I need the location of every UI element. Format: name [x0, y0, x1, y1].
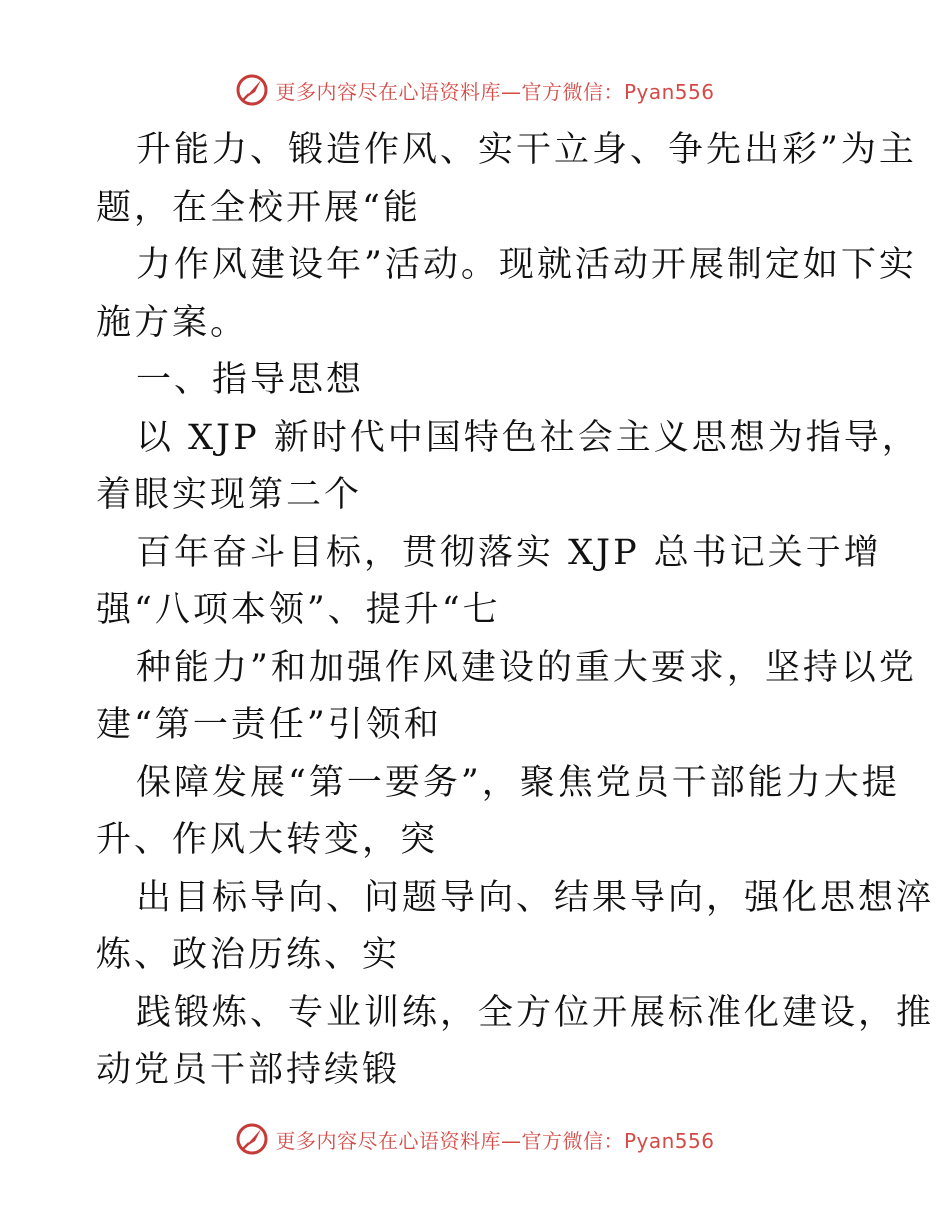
text-line: 施方案。	[96, 302, 249, 343]
text-line: 一、指导思想	[136, 360, 365, 400]
feather-logo-icon	[235, 1122, 269, 1156]
text-line: 升、作风大转变，突	[96, 820, 439, 860]
footer-watermark	[0, 1119, 950, 1159]
text-line: 践锻炼、专业训练，全方位开展标准化建设，推	[136, 992, 935, 1033]
header-watermark	[0, 70, 950, 110]
text-line: 建“第一责任”引领和	[96, 705, 442, 745]
feather-logo-icon	[235, 73, 269, 107]
header-watermark-text: 更多内容尽在心语资料库—官方微信：Pyan556	[275, 79, 715, 104]
text-line: 动党员干部持续锻	[96, 1050, 401, 1090]
text-line: 出目标导向、问题导向、结果导向，强化思想淬	[136, 877, 935, 918]
text-line: 强“八项本领”、提升“七	[96, 590, 501, 630]
text-line: 力作风建设年”活动。现就活动开展制定如下实	[136, 245, 917, 285]
text-line: 炼、政治历练、实	[96, 935, 401, 975]
text-line: 着眼实现第二个	[96, 475, 363, 515]
text-line: 保障发展“第一要务”，聚焦党员干部能力大提	[136, 762, 900, 803]
footer-watermark-text: 更多内容尽在心语资料库—官方微信：Pyan556	[275, 1128, 715, 1153]
text-line: 百年奋斗目标，贯彻落实 XJP 总书记关于增	[136, 532, 882, 573]
text-line: 种能力”和加强作风建设的重大要求，坚持以党	[136, 647, 917, 688]
text-line: 以 XJP 新时代中国特色社会主义思想为指导，	[136, 417, 920, 458]
text-line: 升能力、锻造作风、实干立身、争先出彩”为主	[136, 130, 917, 170]
text-line: 题，在全校开展“能	[96, 187, 421, 228]
document-body	[96, 122, 935, 1100]
